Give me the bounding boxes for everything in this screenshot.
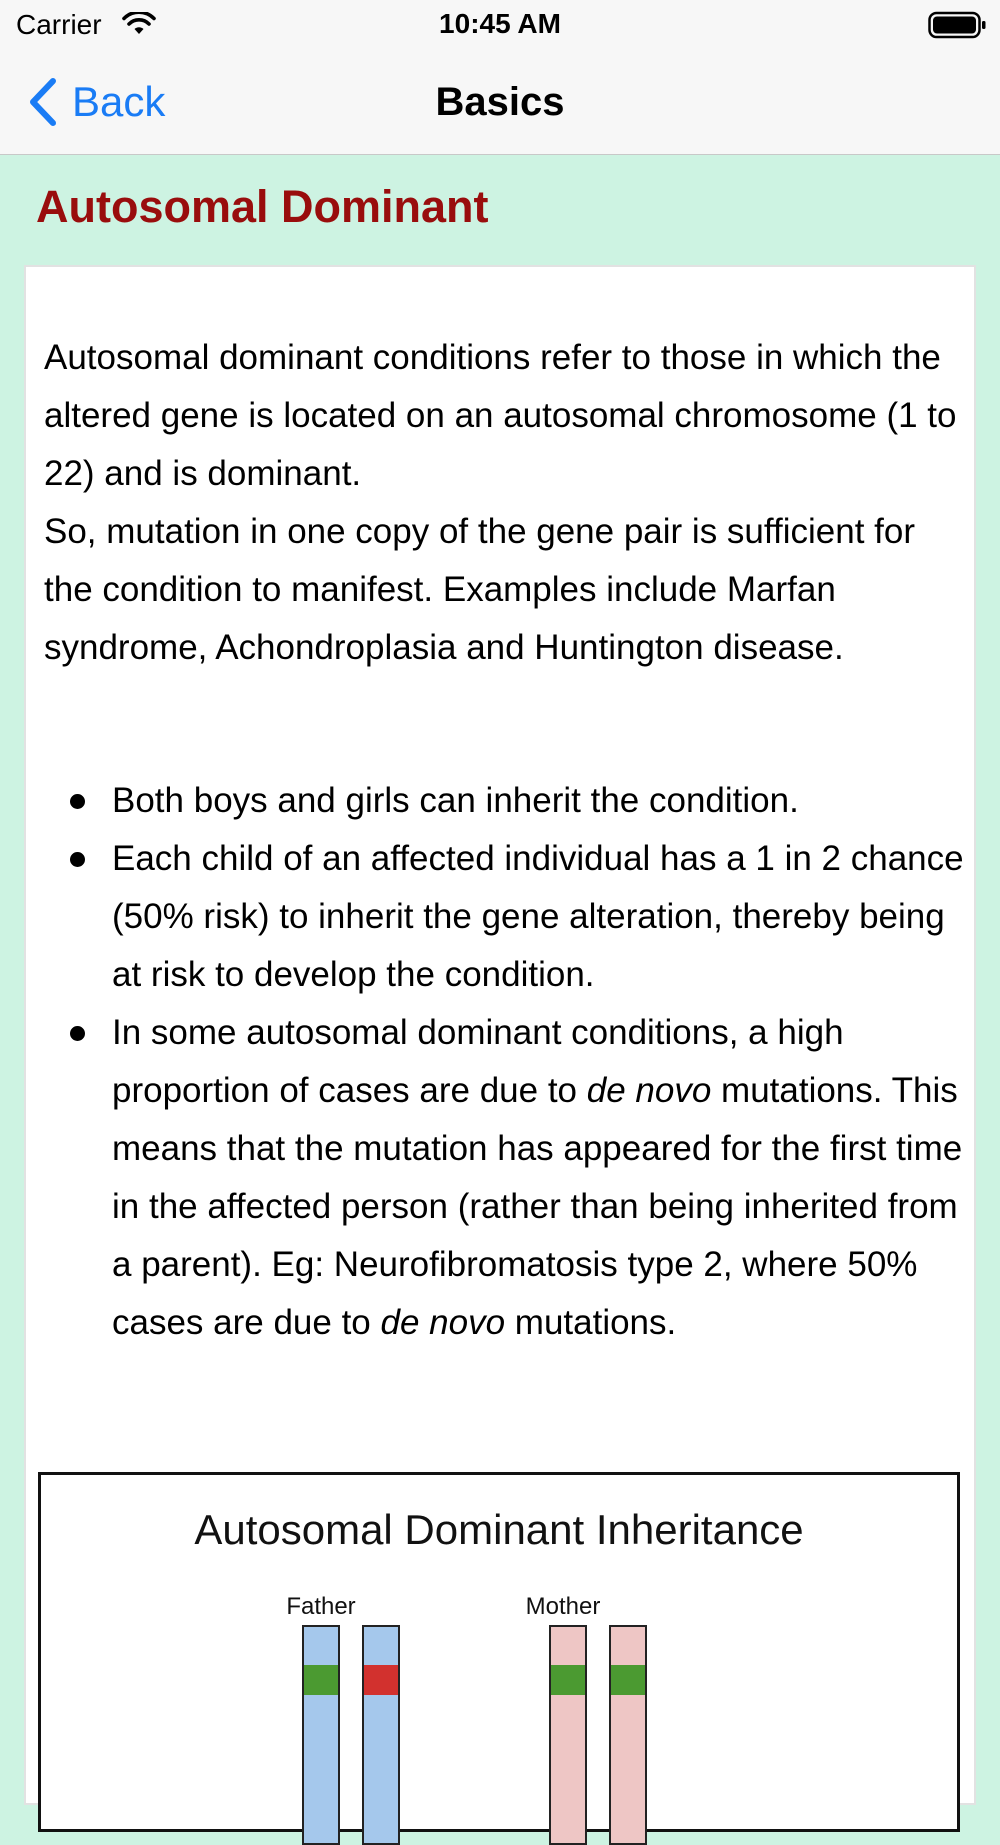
carrier-label: Carrier (16, 9, 102, 40)
father-chromosome-2 (362, 1625, 400, 1845)
status-bar (0, 0, 1000, 50)
emphasis-text: de novo (586, 1071, 712, 1110)
bullet-icon (70, 1026, 85, 1041)
content-card[interactable] (24, 265, 976, 1805)
bullet-icon (70, 794, 85, 809)
list-item (44, 1004, 964, 1352)
bullet-icon (70, 852, 85, 867)
altered-gene-band (364, 1665, 398, 1695)
list-item (44, 772, 964, 830)
father-label: Father (286, 1593, 356, 1620)
intro-text-1: Autosomal dominant conditions refer to those in which the altered gene is located on an autosomal chromosome (1 to 22) and is dominant. (44, 338, 957, 493)
bullet-list (44, 772, 964, 1352)
back-label: Back (72, 78, 166, 125)
bullet-text: Each child of an affected individual has a 1 in 2 chance (50% risk) to inherit the gene alteration, thereby being at risk to develop the condition. (112, 839, 964, 994)
normal-gene-band (551, 1665, 585, 1695)
bullet-text-part: In some autosomal dominant conditions, a high proportion of cases are due to (112, 1013, 844, 1110)
diagram-title: Autosomal Dominant Inheritance (194, 1506, 804, 1553)
page-title: Basics (435, 80, 565, 124)
normal-gene-band (611, 1665, 645, 1695)
battery-icon (928, 11, 986, 39)
mother-chromosome-1 (549, 1625, 587, 1845)
intro-paragraph (44, 329, 964, 677)
mother-label: Mother (525, 1593, 601, 1620)
mother-chromosome-2 (609, 1625, 647, 1845)
list-item (44, 830, 964, 1004)
bullet-text-part: mutations. This means that the mutation has appeared for the first time in the affected person (rather than being inherited from a parent). Eg: Neurofibromatosis type 2, where 50% cases are due to (112, 1071, 963, 1342)
bullet-text: Both boys and girls can inherit the condition. (112, 781, 799, 820)
intro-text-2: So, mutation in one copy of the gene pair is sufficient for the condition to manifest. Examples include Marfan syndrome, Achondroplasia and Huntington disease. (44, 512, 915, 667)
bullet-text-part: mutations. (505, 1303, 677, 1342)
father-chromosome-1 (302, 1625, 340, 1845)
status-time: 10:45 AM (439, 8, 561, 39)
normal-gene-band (304, 1665, 338, 1695)
inheritance-diagram (38, 1472, 960, 1832)
emphasis-text: de novo (380, 1303, 506, 1342)
navigation-bar (0, 50, 1000, 155)
section-title: Autosomal Dominant (36, 181, 489, 232)
